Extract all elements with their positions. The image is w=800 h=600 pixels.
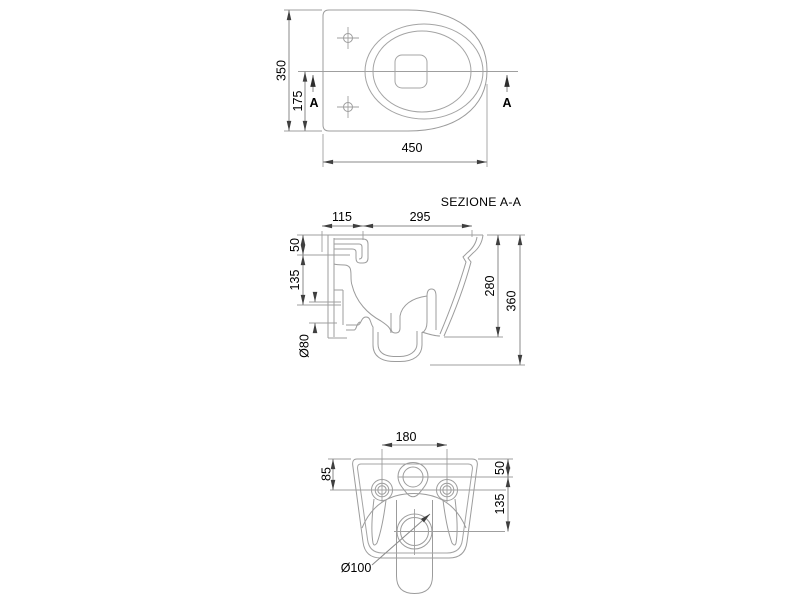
dim-85-label: 85 <box>319 467 334 481</box>
section-title: SEZIONE A-A <box>440 195 522 209</box>
section-marker-a-left: A <box>309 96 319 110</box>
dim-135-sec-label: 135 <box>287 269 302 291</box>
section-right-shell-outer <box>444 235 483 336</box>
section-shell-bottom-join <box>422 332 440 336</box>
dim-350-label: 350 <box>274 60 289 81</box>
dim-175-label: 175 <box>290 90 305 112</box>
dim-295-label: 295 <box>409 210 431 224</box>
dim-50-sec-label: 50 <box>287 238 302 252</box>
hole-tail-left <box>372 499 386 545</box>
top-view <box>274 10 518 167</box>
section-marker-a-right: A <box>502 96 512 110</box>
section-trap-inner <box>346 322 417 357</box>
section-view <box>288 195 525 365</box>
inlet-boss <box>398 463 428 497</box>
dim-360-label: 360 <box>504 290 519 312</box>
section-front-wall <box>422 289 436 333</box>
section-right-shell-inner <box>440 237 477 334</box>
bottom-body-outer <box>353 459 478 558</box>
section-rim-channel-outer <box>334 239 368 263</box>
bowl-arch <box>362 494 466 529</box>
section-rim-channel-inner <box>334 244 362 259</box>
dim-d100-label: Ø100 <box>340 561 372 575</box>
dim-180-label: 180 <box>395 430 417 444</box>
mounting-hole-top <box>337 27 359 49</box>
bottom-view <box>319 430 513 594</box>
d100-leader <box>372 514 430 565</box>
section-weir <box>391 296 427 333</box>
dim-50-bottom-label: 50 <box>492 461 507 475</box>
dim-d80-label: Ø80 <box>297 334 312 358</box>
dim-450-label: 450 <box>401 141 423 155</box>
dim-115-label: 115 <box>332 210 352 224</box>
mounting-hole-bottom <box>337 96 359 118</box>
dim-135-bottom-label: 135 <box>492 493 507 515</box>
dim-280-label: 280 <box>482 275 497 297</box>
